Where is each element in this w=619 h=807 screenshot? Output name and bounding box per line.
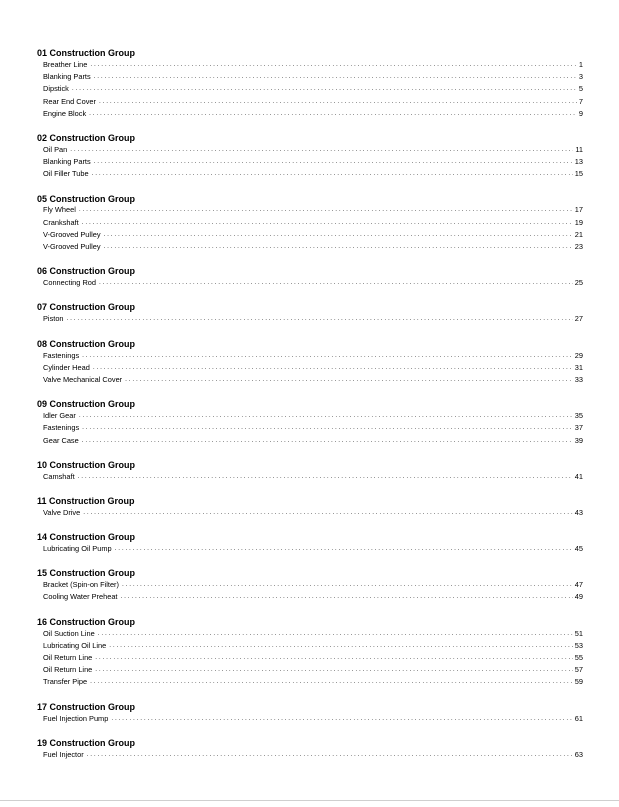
toc-entry-page-number: 37	[574, 423, 583, 433]
toc-entry-label: Lubricating Oil Pump	[43, 544, 112, 554]
toc-entry-page-number: 61	[574, 713, 583, 723]
dot-leader	[99, 276, 573, 289]
toc-entry-page-number: 39	[574, 435, 583, 445]
dot-leader	[89, 107, 577, 120]
toc-entry[interactable]	[37, 713, 583, 725]
toc-group	[37, 47, 583, 120]
toc-entry-label: V-Grooved Pulley	[43, 229, 101, 239]
toc-entry-label: Oil Pan	[43, 144, 68, 154]
toc-entry-label: Cylinder Head	[43, 362, 90, 372]
toc-entry-page-number: 15	[574, 169, 583, 179]
toc-entry-label: V-Grooved Pulley	[43, 242, 101, 252]
dot-leader	[90, 675, 573, 688]
toc-group-title: 11 Construction Group	[37, 495, 135, 506]
toc-entry-label: Oil Suction Line	[43, 628, 95, 638]
toc-entry-page-number: 49	[574, 592, 583, 602]
toc-entry-label: Connecting Rod	[43, 278, 97, 288]
toc-entry-label: Bracket (Spin-on Filter)	[43, 580, 119, 590]
toc-entry-page-number: 27	[574, 314, 583, 324]
toc-entry-label: Camshaft	[43, 471, 75, 481]
toc-entry-page-number: 53	[574, 640, 583, 650]
toc-entry-label: Oil Filler Tube	[43, 169, 89, 179]
toc-entry[interactable]	[37, 313, 583, 325]
toc-entry[interactable]	[37, 592, 583, 604]
dot-leader	[87, 748, 573, 761]
toc-entry-page-number: 47	[574, 580, 583, 590]
dot-leader	[83, 506, 573, 519]
toc-entry-page-number: 1	[578, 59, 583, 69]
toc-entry-label: Fuel Injection Pump	[43, 713, 109, 723]
toc-entry-page-number: 17	[574, 205, 583, 215]
toc-entry[interactable]	[37, 277, 583, 289]
toc-entry-page-number: 55	[574, 653, 583, 663]
toc-entry-label: Gear Case	[43, 435, 79, 445]
dot-leader	[115, 542, 573, 555]
dot-leader	[92, 167, 573, 180]
toc-entry-page-number: 7	[578, 96, 583, 106]
toc-group-title: 14 Construction Group	[37, 532, 136, 543]
toc-entry-label: Rear End Cover	[43, 96, 96, 106]
toc-entry-page-number: 33	[574, 374, 583, 384]
toc-entry[interactable]	[37, 168, 583, 180]
toc-group	[37, 301, 583, 325]
toc-entry-page-number: 45	[574, 544, 583, 554]
toc-group-title: 09 Construction Group	[37, 399, 136, 410]
toc-entry-label: Fastenings	[43, 350, 80, 360]
toc-entry[interactable]	[37, 471, 583, 483]
toc-group-title: 02 Construction Group	[37, 132, 136, 143]
toc-entry-page-number: 19	[574, 217, 583, 227]
toc-group	[37, 398, 583, 447]
toc-entry-page-number: 43	[574, 507, 583, 517]
toc-entry-label: Oil Return Line	[43, 653, 93, 663]
toc-entry-page-number: 51	[574, 628, 583, 638]
toc-entry-label: Blanking Parts	[43, 72, 91, 82]
table-of-contents	[37, 47, 583, 773]
toc-group	[37, 567, 583, 603]
toc-group-title: 10 Construction Group	[37, 459, 136, 470]
dot-leader	[125, 373, 573, 386]
toc-entry-page-number: 13	[574, 157, 583, 167]
toc-entry-label: Crankshaft	[43, 217, 79, 227]
toc-entry-label: Engine Block	[43, 108, 87, 118]
toc-group-title: 05 Construction Group	[37, 193, 136, 204]
toc-entry-label: Fly Wheel	[43, 205, 76, 215]
toc-entry-page-number: 21	[574, 229, 583, 239]
toc-group	[37, 193, 583, 254]
toc-entry-page-number: 5	[578, 84, 583, 94]
toc-entry-page-number: 23	[574, 242, 583, 252]
dot-leader	[111, 712, 572, 725]
toc-entry-label: Cooling Water Preheat	[43, 592, 118, 602]
toc-entry-page-number: 31	[574, 362, 583, 372]
toc-entry[interactable]	[37, 507, 583, 519]
toc-group	[37, 338, 583, 387]
toc-entry-label: Fastenings	[43, 423, 80, 433]
toc-group-title: 01 Construction Group	[37, 48, 136, 58]
toc-entry[interactable]	[37, 749, 583, 761]
toc-group	[37, 265, 583, 289]
toc-group-title: 08 Construction Group	[37, 338, 136, 349]
toc-group-title: 06 Construction Group	[37, 266, 136, 277]
page-bottom-divider	[0, 800, 619, 801]
toc-entry-page-number: 63	[574, 749, 583, 759]
dot-leader	[82, 434, 573, 447]
dot-leader	[78, 470, 573, 483]
toc-entry-label: Dipstick	[43, 84, 69, 94]
toc-entry[interactable]	[37, 241, 583, 253]
dot-leader	[104, 240, 573, 253]
dot-leader	[67, 312, 573, 325]
toc-entry-page-number: 59	[574, 677, 583, 687]
toc-entry-label: Valve Drive	[43, 507, 81, 517]
toc-group	[37, 737, 583, 761]
toc-entry-label: Fuel Injector	[43, 749, 84, 759]
toc-entry-page-number: 3	[578, 72, 583, 82]
toc-group-title: 17 Construction Group	[37, 701, 136, 712]
toc-entry-page-number: 9	[578, 108, 583, 118]
toc-entry-label: Transfer Pipe	[43, 677, 88, 687]
toc-entry[interactable]	[37, 543, 583, 555]
toc-entry-label: Lubricating Oil Line	[43, 640, 107, 650]
toc-entry-page-number: 57	[574, 665, 583, 675]
toc-entry-label: Oil Return Line	[43, 665, 93, 675]
toc-entry-page-number: 35	[574, 411, 583, 421]
toc-group	[37, 132, 583, 181]
toc-group-title: 19 Construction Group	[37, 737, 136, 748]
toc-group	[37, 495, 583, 519]
dot-leader	[121, 590, 573, 603]
toc-group	[37, 459, 583, 483]
toc-entry-label: Valve Mechanical Cover	[43, 374, 123, 384]
toc-entry-label: Piston	[43, 314, 64, 324]
toc-entry[interactable]	[37, 374, 583, 386]
toc-entry-label: Breather Line	[43, 59, 88, 69]
toc-entry[interactable]	[37, 676, 583, 688]
toc-group-title: 16 Construction Group	[37, 616, 136, 627]
toc-entry-page-number: 11	[575, 144, 583, 154]
toc-entry[interactable]	[37, 435, 583, 447]
toc-group	[37, 531, 583, 555]
toc-entry-page-number: 25	[574, 278, 583, 288]
toc-entry[interactable]	[37, 108, 583, 120]
toc-group	[37, 701, 583, 725]
toc-entry-page-number: 41	[574, 471, 583, 481]
toc-entry-page-number: 29	[574, 350, 583, 360]
toc-entry-label: Blanking Parts	[43, 157, 91, 167]
toc-group-title: 15 Construction Group	[37, 568, 136, 579]
toc-group-title: 07 Construction Group	[37, 302, 136, 313]
toc-group	[37, 616, 583, 689]
toc-entry-label: Idler Gear	[43, 411, 76, 421]
